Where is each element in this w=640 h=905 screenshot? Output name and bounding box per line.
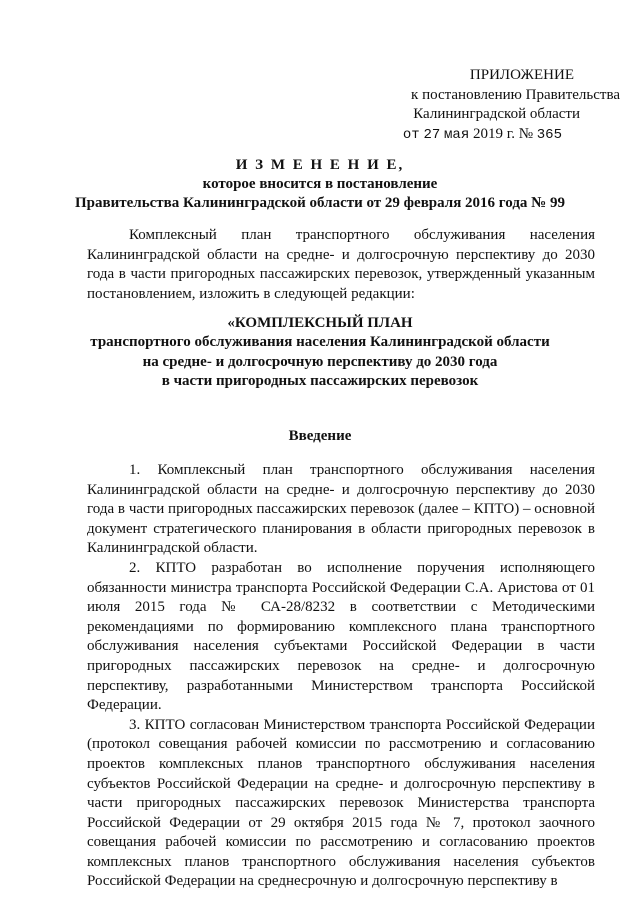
appendix-region-line: Калининградской области: [413, 106, 580, 122]
date-prefix: от: [402, 126, 420, 143]
appendix-heading: ПРИЛОЖЕНИЕ: [469, 67, 574, 83]
resolution-number: 365: [536, 126, 562, 143]
plan-title-line-4: в части пригородных пассажирских перевозок: [161, 373, 479, 390]
appendix-resolution-line: к постановлению Правительства: [411, 86, 620, 103]
plan-title-line-1: «КОМПЛЕКСНЫЙ ПЛАН: [227, 315, 413, 331]
change-subtitle-1: которое вносится в постановление: [202, 176, 438, 192]
appendix-date-line: [360, 125, 620, 146]
number-sign: №: [518, 125, 534, 142]
body-paragraphs: [87, 461, 595, 892]
plan-title-block: [40, 314, 600, 392]
paragraph-3: 3. КПТО согласован Министерством транспорта Российской Федерации (протокол совещания рабочей комиссии по рассмотрению и согласованию проектов комплексных планов транспортного обслуживания населения субъектов Российской Федерации на средне- и долгосрочную перспективу в части пригородных пассажирских перевозок Министерства транспорта Российской Федерации от 29 октября 2015 года № 7, протокол заочного совещания рабочей комиссии по рассмотрению и согласованию проектов комплексных планов транспортного обслуживания населения субъектов Российской Федерации на среднесрочную и долгосрочную перспективу в: [87, 716, 595, 890]
paragraph-2: 2. КПТО разработан во исполнение поручения исполняющего обязанности министра транспорта Российской Федерации С.А. Аристова от 01 июля 2015 года № СА-28/8232 в соответствии с Методическими рекомендациями по формированию комплексного плана транспортного обслуживания населения субъектами Российской Федерации в части пригородных пассажирских перевозок на средне- и долгосрочную перспективу, разработанными Министерством транспорта Российской Федерации.: [87, 559, 595, 714]
preamble-block: [87, 226, 595, 304]
paragraph-1: 1. Комплексный план транспортного обслуживания населения Калининградской области на средне- и долгосрочную перспективу до 2030 года в части пригородных пассажирских перевозок (далее – КПТО) – основной документ стратегического планирования в области пригородных перевозок в Калининградской области.: [87, 462, 595, 557]
appendix-block: [360, 66, 620, 145]
preamble-paragraph: Комплексный план транспортного обслуживания населения Калининградской области на средне- и долгосрочную перспективу до 2030 года в части пригородных пассажирских перевозок, утвержденный указанным постановлением, изложить в следующей редакции:: [87, 227, 595, 302]
plan-title-line-2: транспортного обслуживания населения Калининградской области: [90, 334, 550, 351]
change-title: И З М Е Н Е Н И Е,: [235, 157, 405, 173]
plan-title-line-3: на средне- и долгосрочную перспективу до 2030 года: [142, 353, 498, 370]
intro-heading: Введение: [288, 428, 352, 444]
date-month: мая: [444, 126, 470, 143]
date-day: 27: [423, 126, 441, 143]
change-subtitle-2: Правительства Калининградской области от 29 февраля 2016 года № 99: [75, 195, 565, 211]
date-year: 2019 г.: [473, 125, 515, 142]
